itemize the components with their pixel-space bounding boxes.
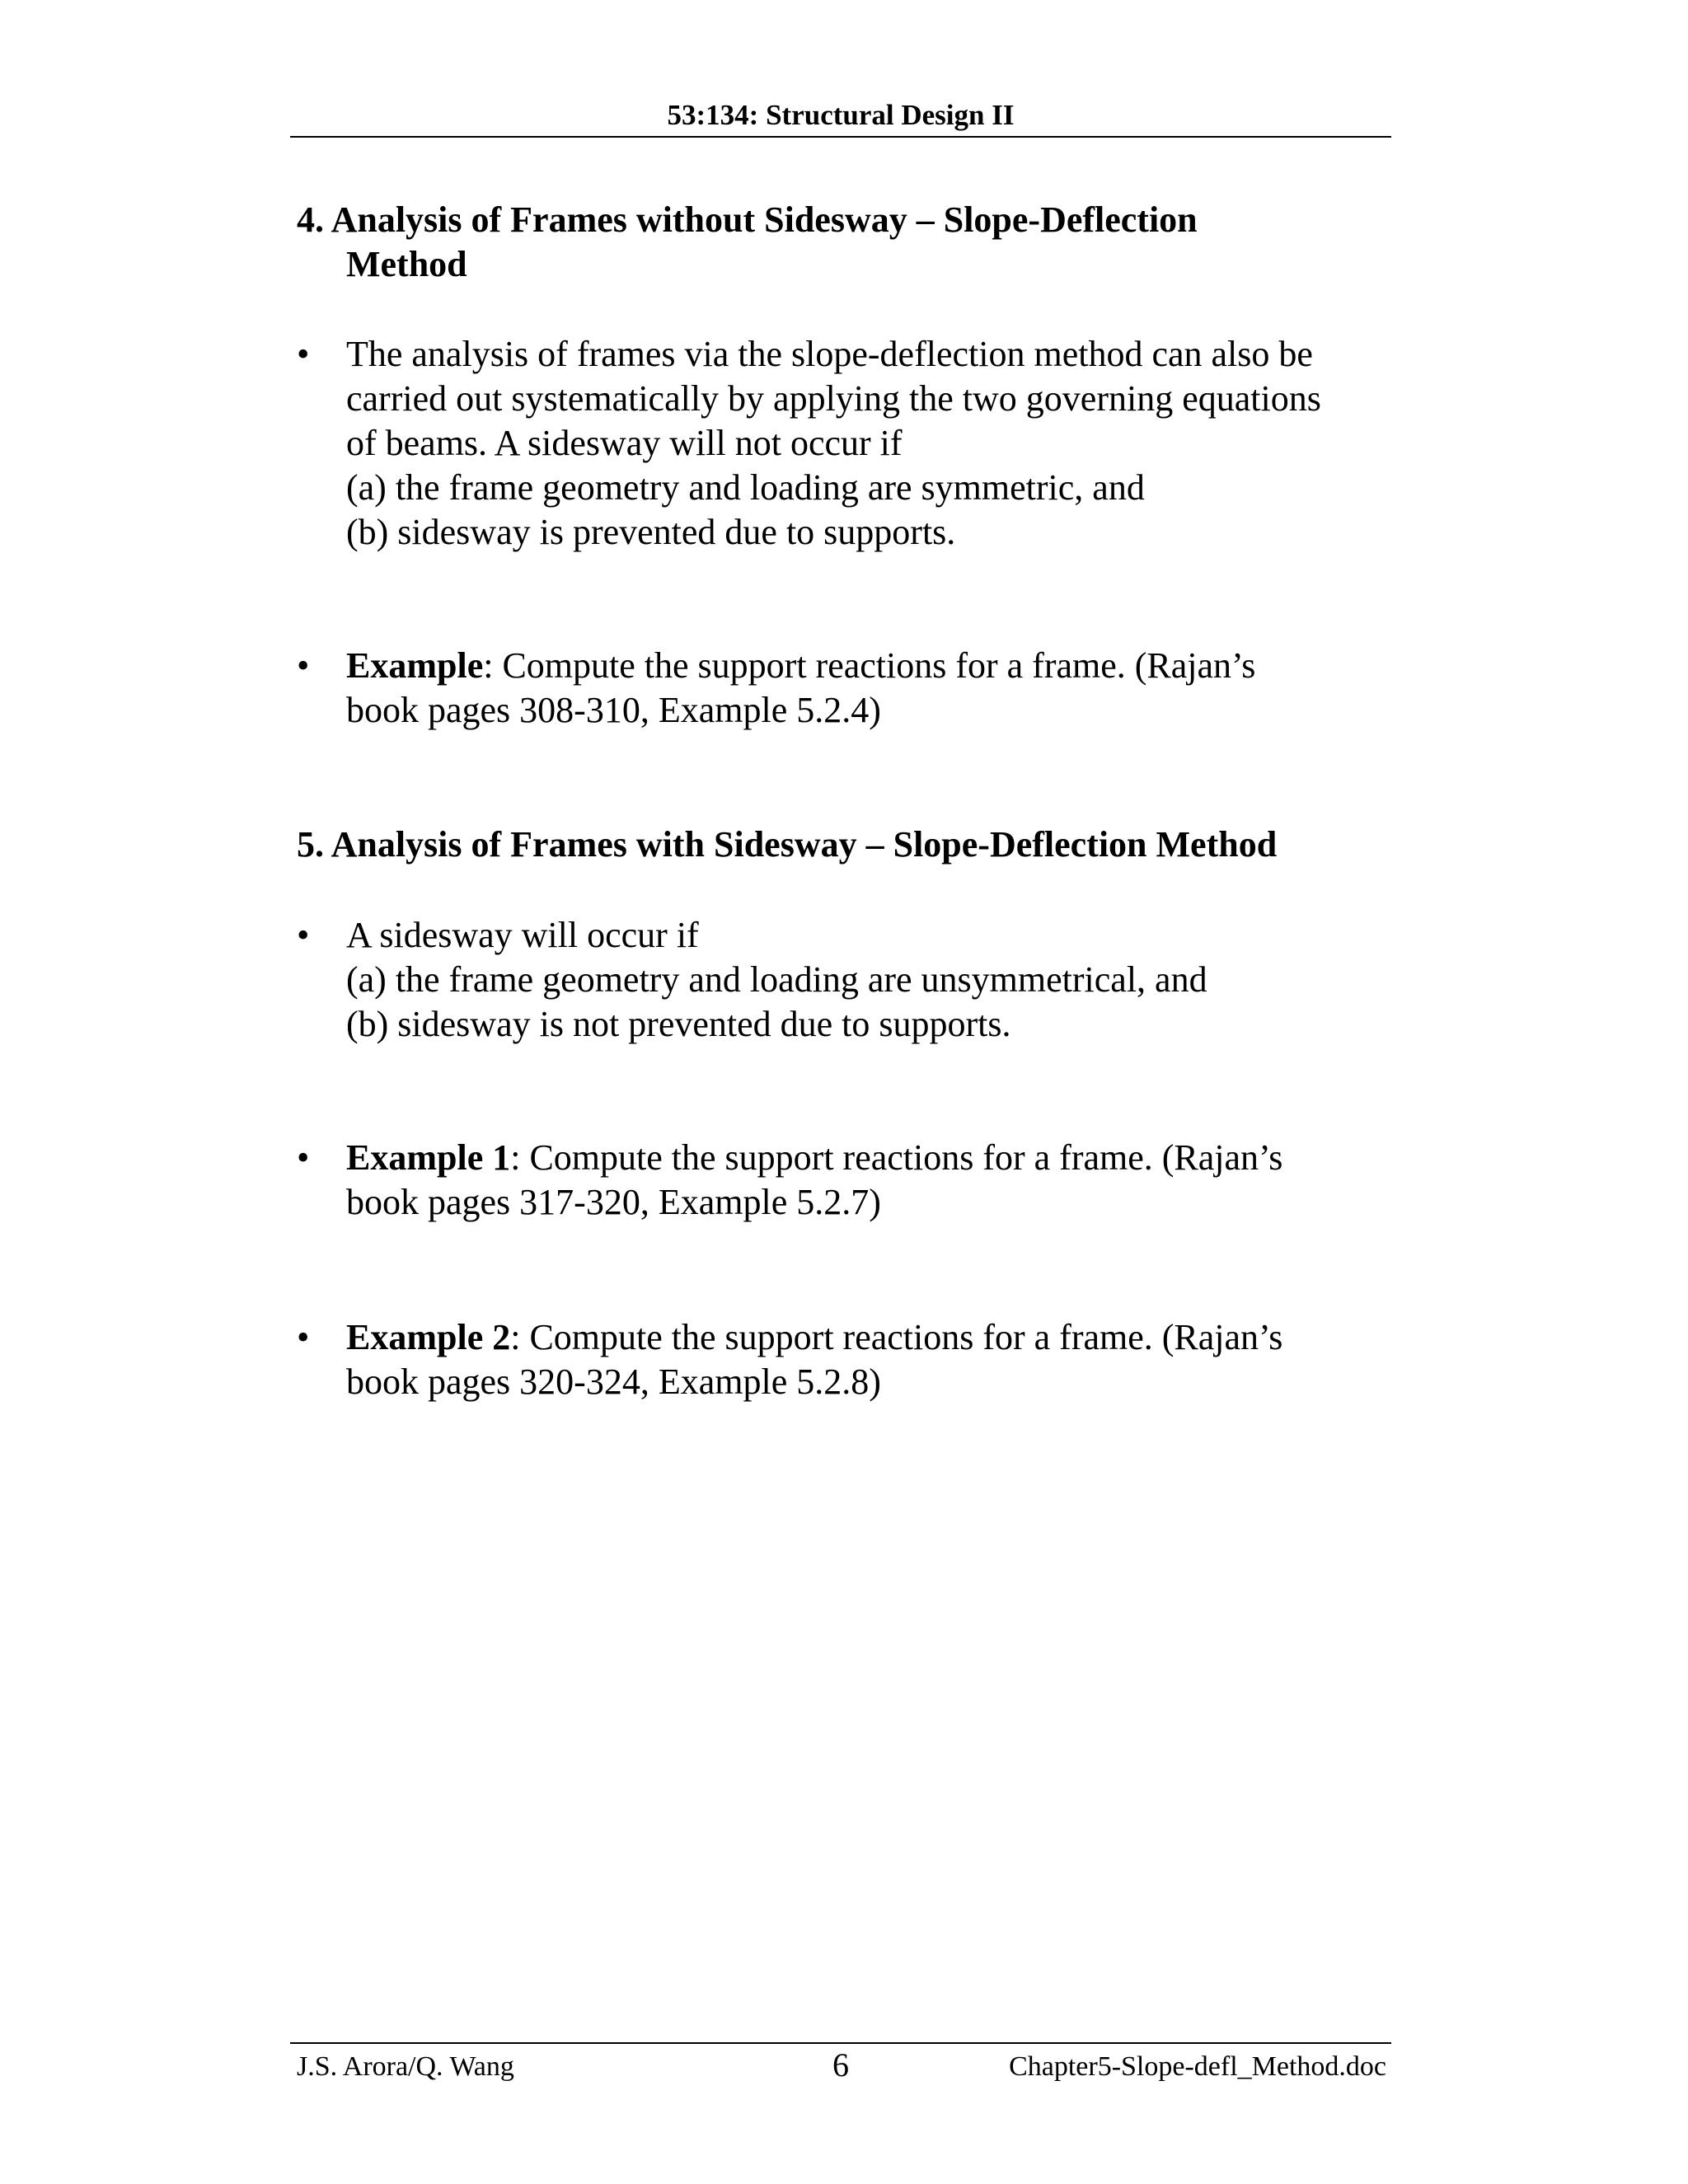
bullet-body	[346, 1136, 1393, 1225]
section-5-bullet-example-2	[297, 1315, 1393, 1404]
section-5-bullet-example-1	[297, 1136, 1393, 1225]
bullet-line: book pages 317-320, Example 5.2.7)	[346, 1182, 881, 1222]
section-4-bullet-intro	[297, 332, 1393, 555]
example-label: Example	[346, 645, 484, 686]
bullet-line: book pages 320-324, Example 5.2.8)	[346, 1361, 881, 1402]
bullet-icon: •	[297, 1137, 310, 1178]
section-5-bullet-intro	[297, 913, 1393, 1047]
bullet-icon: •	[297, 645, 310, 686]
bullet-line: (b) sidesway is not prevented due to supports.	[346, 1004, 1011, 1044]
bullet-body	[346, 913, 1393, 1047]
header-rule	[290, 136, 1391, 138]
footer-page-number: 6	[832, 2046, 849, 2083]
example-text: : Compute the support reactions for a frame. (Rajan’s	[483, 645, 1256, 686]
section-5-heading	[297, 823, 1368, 867]
section-5-heading-text: 5. Analysis of Frames with Sidesway – Slope-Deflection Method	[297, 824, 1278, 865]
section-4-bullet-example	[297, 644, 1393, 733]
footer-authors: J.S. Arora/Q. Wang	[297, 2051, 514, 2082]
bullet-line: (a) the frame geometry and loading are unsymmetrical, and	[346, 959, 1207, 1000]
section-4-heading-line1: 4. Analysis of Frames without Sidesway – Slope-Deflection	[297, 199, 1198, 240]
bullet-line: book pages 308-310, Example 5.2.4)	[346, 690, 881, 730]
page-header-title: 53:134: Structural Design II	[667, 99, 1015, 131]
bullet-line: carried out systematically by applying the two governing equations	[346, 378, 1321, 419]
section-4-heading	[297, 198, 1368, 287]
bullet-body	[346, 1315, 1393, 1404]
bullet-icon: •	[297, 915, 310, 955]
bullet-line: A sidesway will occur if	[346, 915, 699, 955]
bullet-line: (a) the frame geometry and loading are symmetric, and	[346, 467, 1145, 508]
bullet-line: of beams. A sidesway will not occur if	[346, 423, 903, 463]
footer-filename: Chapter5-Slope-defl_Method.doc	[1009, 2051, 1386, 2082]
example-label: Example 2	[346, 1317, 511, 1357]
bullet-line: The analysis of frames via the slope-deflection method can also be	[346, 334, 1313, 374]
footer-rule	[290, 2042, 1391, 2044]
bullet-line	[346, 1315, 1393, 1360]
bullet-body	[346, 644, 1393, 733]
bullet-line: (b) sidesway is prevented due to supports.	[346, 512, 956, 552]
bullet-icon: •	[297, 1317, 310, 1357]
bullet-line	[346, 644, 1393, 688]
bullet-line	[346, 1136, 1393, 1180]
example-label: Example 1	[346, 1137, 511, 1178]
example-text: : Compute the support reactions for a frame. (Rajan’s	[510, 1137, 1283, 1178]
example-text: : Compute the support reactions for a frame. (Rajan’s	[510, 1317, 1283, 1357]
bullet-body	[346, 332, 1393, 555]
section-4-heading-line2: Method	[346, 244, 467, 284]
bullet-icon: •	[297, 334, 310, 374]
